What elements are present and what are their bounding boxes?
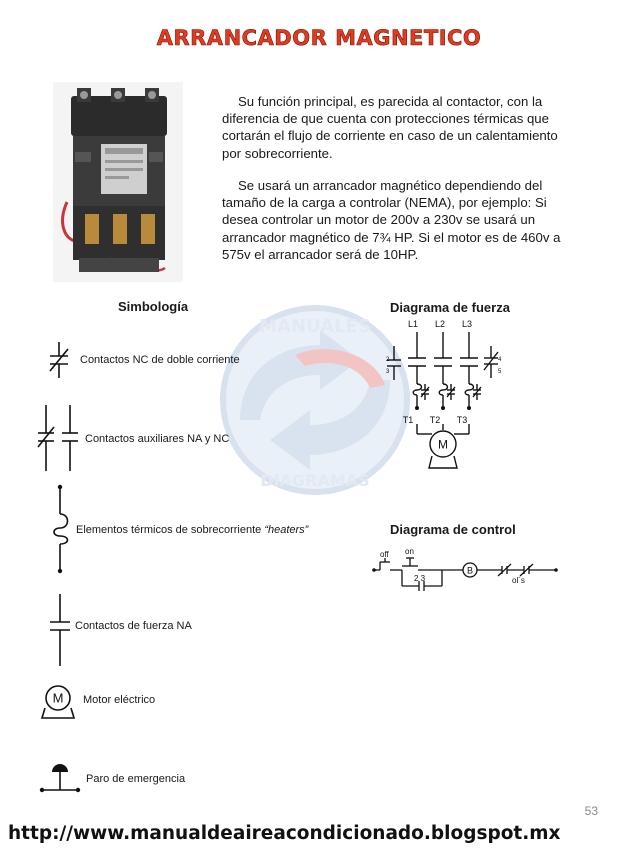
motor-icon-letter: M <box>52 690 64 706</box>
line-l1-label: L1 <box>407 319 419 329</box>
page-number: 53 <box>584 804 598 818</box>
coil-label: B <box>466 565 474 576</box>
contact-number-5: 5 <box>498 369 502 375</box>
page-title: ARRANCADOR MAGNETICO <box>156 26 482 50</box>
line-l3-label: L3 <box>461 319 473 329</box>
watermark-top-text: MANUALES <box>259 316 371 337</box>
overload-label: ol´s <box>512 576 525 585</box>
emergency-stop-icon <box>38 762 82 794</box>
power-motor-letter: M <box>438 437 448 452</box>
nc-double-contact-icon <box>44 340 74 380</box>
on-button-label: on <box>405 547 414 556</box>
power-na-contact-label: Contactos de fuerza NA <box>75 620 192 632</box>
aux-contacts-label: Contactos auxiliares NA y NC <box>85 433 230 445</box>
motor-icon <box>38 684 78 720</box>
motor-label: Motor eléctrico <box>83 694 156 706</box>
contact-number-4: 4 <box>498 357 502 363</box>
control-diagram-heading: Diagrama de control <box>390 522 516 537</box>
starter-photo <box>53 82 183 282</box>
terminal-t1-label: T1 <box>402 415 414 425</box>
off-button-label: off <box>380 550 389 559</box>
description-paragraph-2: Se usará un arrancador magnético dependiendo del tamaño de la carga a controlar (NEMA), por ejemplo: Si desea controlar un motor de 200v a 230v se usará un arrancador magnético de 7¾ HP. Si el motor es de 460v a 575v el arrancador será de 10HP. <box>222 178 561 262</box>
emergency-stop-label: Paro de emergencia <box>86 773 186 785</box>
aux-contacts-icon <box>36 403 80 473</box>
power-diagram-heading: Diagrama de fuerza <box>390 300 510 315</box>
terminal-t3-label: T3 <box>456 415 468 425</box>
watermark-bottom-text: DIAGRAMAS <box>260 471 370 490</box>
line-l2-label: L2 <box>434 319 446 329</box>
heater-element-icon <box>50 484 74 574</box>
simbologia-heading: Simbología <box>118 299 189 314</box>
nc-double-contact-label: Contactos NC de doble corriente <box>80 354 240 366</box>
aux-contact-label: 2 3 <box>414 574 426 583</box>
heater-element-label <box>76 524 308 536</box>
control-diagram <box>372 544 562 594</box>
power-diagram <box>380 316 510 481</box>
description-paragraph-1: Su función principal, es parecida al contactor, con la diferencia de que cuenta con protecciones térmicas que cortarán el flujo de corriente en caso de un calentamiento por sobrecorriente. <box>222 94 558 161</box>
heater-label-emphasis: “heaters” <box>264 524 309 536</box>
heater-label-main: Elementos térmicos de sobrecorriente <box>76 524 265 536</box>
power-na-contact-icon <box>48 594 72 668</box>
footer-url[interactable]: http://www.manualdeaireacondicionado.blogspot.mx <box>8 823 561 844</box>
terminal-t2-label: T2 <box>429 415 441 425</box>
contact-number-2: 2 <box>386 357 390 363</box>
contact-number-3: 3 <box>386 369 390 375</box>
